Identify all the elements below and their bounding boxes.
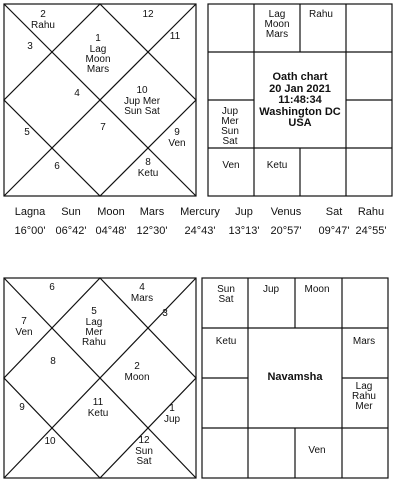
navamsha-house-1-planets: Jup (163, 414, 181, 425)
rasi-house-4-number: 4 (74, 88, 80, 99)
header-sun: Sun (61, 206, 81, 218)
value-jup: 13°13' (228, 225, 260, 237)
header-mercury: Mercury (180, 206, 220, 218)
navamsha-house-5-number: 5 (91, 306, 97, 317)
rasi-south-title: Oath chart 20 Jan 2021 11:48:34 Washington DC USA (259, 71, 341, 129)
rasi-south-cell-rahu: Rahu (309, 9, 333, 20)
rasi-house-11-number: 11 (169, 31, 181, 42)
header-sat: Sat (325, 206, 343, 218)
rasi-house-8-number: 8 (145, 157, 151, 168)
navamsha-house-4-planets: Mars (130, 293, 154, 304)
navamsha-house-6-number: 6 (49, 282, 55, 293)
value-venus: 20°57' (270, 225, 302, 237)
navamsha-house-7-number: 7 (21, 316, 27, 327)
header-jup: Jup (235, 206, 253, 218)
rasi-house-9-number: 9 (174, 127, 180, 138)
navamsha-house-10-number: 10 (44, 436, 56, 447)
navamsha-house-11-number: 11 (92, 397, 104, 408)
rasi-house-3-number: 3 (27, 41, 33, 52)
navamsha-house-12-planets: Sun Sat (135, 446, 153, 467)
header-rahu: Rahu (357, 206, 385, 218)
header-moon: Moon (97, 206, 125, 218)
rasi-south-cell-lag-moon-mars: Lag Moon Mars (264, 9, 290, 40)
rasi-house-8-planets: Ketu (137, 168, 159, 179)
value-mercury: 24°43' (184, 225, 216, 237)
navamsha-house-7-planets: Ven (15, 327, 33, 338)
navamsha-house-5-planets: Lag Mer Rahu (82, 317, 106, 348)
header-venus: Venus (270, 206, 302, 218)
rasi-house-9-planets: Ven (168, 138, 186, 149)
navamsha-house-2-planets: Moon (124, 372, 150, 383)
header-mars: Mars (139, 206, 165, 218)
navamsha-south-cell-moon: Moon (304, 284, 330, 295)
value-sun: 06°42' (55, 225, 87, 237)
navamsha-house-8-number: 8 (50, 356, 56, 367)
value-mars: 12°30' (136, 225, 168, 237)
navamsha-house-1-number: 1 (169, 403, 175, 414)
rasi-house-2-planets: Rahu (31, 20, 55, 31)
navamsha-house-12-number: 12 (138, 435, 150, 446)
value-lagna: 16°00' (14, 225, 46, 237)
rasi-house-2-number: 2 (40, 9, 46, 20)
value-moon: 04°48' (95, 225, 127, 237)
rasi-house-1-number: 1 (95, 33, 101, 44)
navamsha-south-cell-mars: Mars (352, 336, 376, 347)
navamsha-house-4-number: 4 (139, 282, 145, 293)
rasi-house-12-number: 12 (142, 9, 154, 20)
navamsha-south-title: Navamsha (267, 371, 323, 383)
header-lagna: Lagna (14, 206, 46, 218)
rasi-house-10-planets: Jup Mer Sun Sat (123, 96, 161, 117)
rasi-south-cell-jup-mer-sun-sat: Jup Mer Sun Sat (221, 106, 239, 147)
rasi-house-10-number: 10 (136, 85, 148, 96)
rasi-south-cell-ven: Ven (222, 160, 240, 171)
rasi-house-7-number: 7 (100, 122, 106, 133)
navamsha-south-cell-jup: Jup (262, 284, 280, 295)
rasi-house-6-number: 6 (54, 161, 60, 172)
value-sat: 09°47' (318, 225, 350, 237)
navamsha-house-9-number: 9 (19, 402, 25, 413)
navamsha-south-cell-lag-rahu-mer: Lag Rahu Mer (352, 381, 376, 412)
navamsha-house-3-number: 3 (162, 308, 168, 319)
navamsha-south-cell-ven: Ven (308, 445, 326, 456)
navamsha-south-cell-ketu: Ketu (215, 336, 237, 347)
navamsha-house-2-number: 2 (134, 361, 140, 372)
rasi-house-1-planets: Lag Moon Mars (85, 44, 111, 75)
rasi-south-cell-ketu: Ketu (266, 160, 288, 171)
rasi-house-5-number: 5 (24, 127, 30, 138)
value-rahu: 24°55' (355, 225, 387, 237)
navamsha-house-11-planets: Ketu (87, 408, 109, 419)
navamsha-south-cell-sun-sat: Sun Sat (217, 284, 235, 305)
